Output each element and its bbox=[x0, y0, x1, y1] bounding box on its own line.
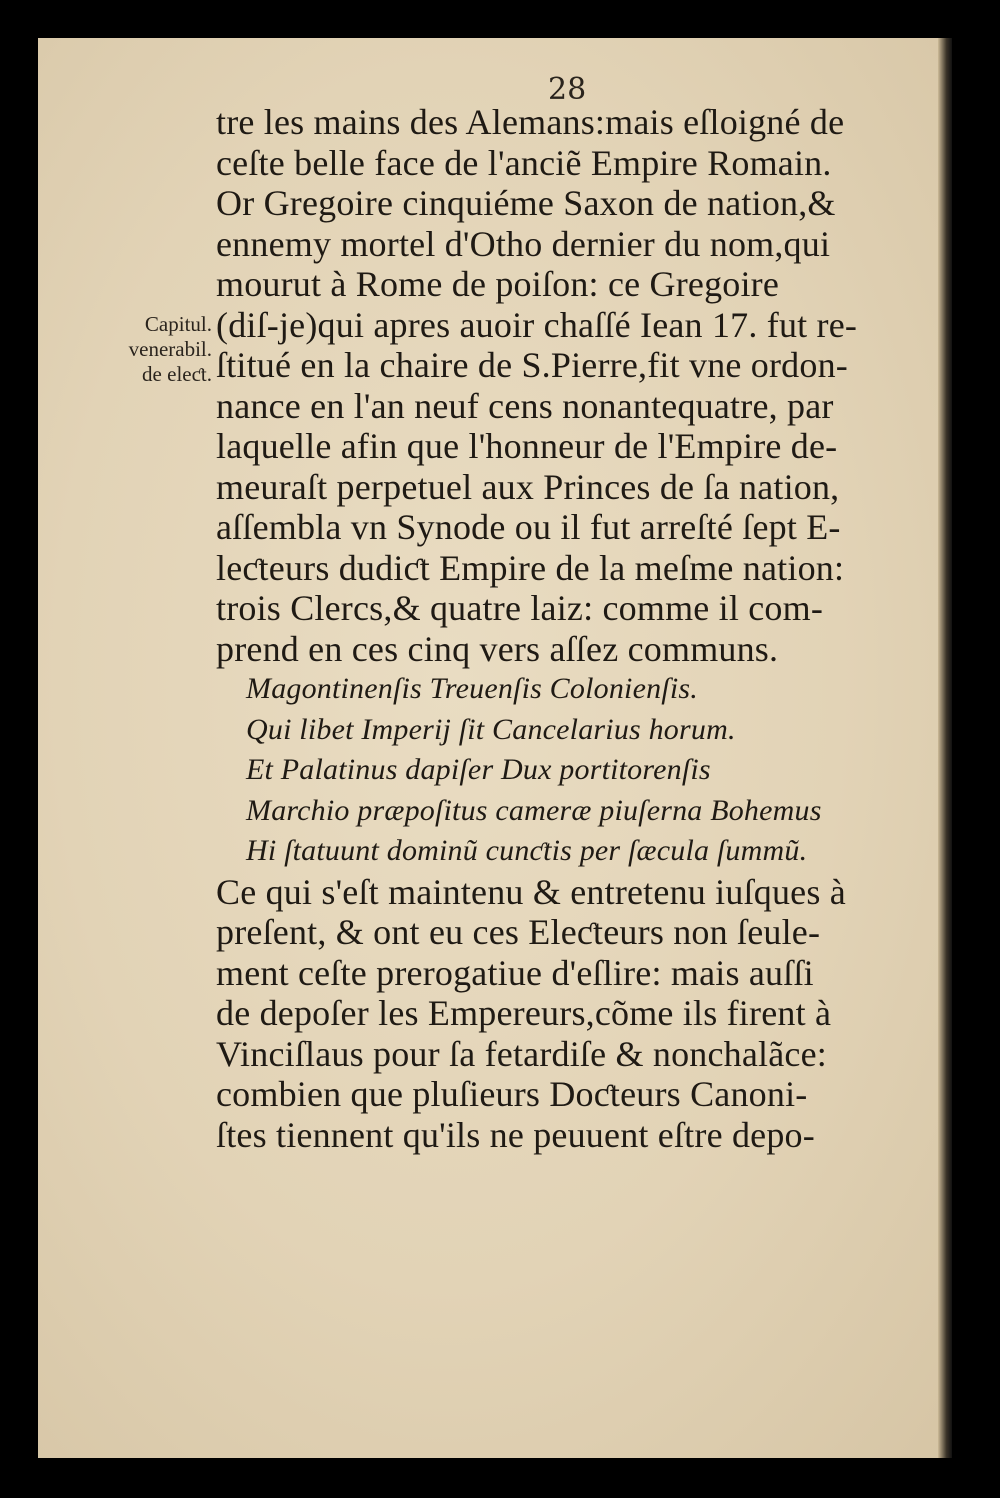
text-line: preſent, & ont eu ces Eleƈteurs non ſeule- bbox=[216, 912, 821, 952]
verse-line: Marchio præpoſitus cameræ piuſerna Bohemus bbox=[246, 793, 822, 827]
text-line: Vinciſlaus pour ſa fetardiſe & nonchalãce: bbox=[216, 1033, 827, 1074]
text-line: Or Gregoire cinquiéme Saxon de nation,& bbox=[216, 183, 836, 223]
page-number: 28 bbox=[548, 72, 587, 107]
body-text bbox=[216, 102, 932, 1155]
text-line: aſſembla vn Synode ou il fut arreſté ſept E- bbox=[216, 507, 841, 547]
text-line: laquelle afin que l'honneur de l'Empire de- bbox=[216, 426, 838, 466]
marginal-note bbox=[72, 312, 212, 387]
verse-line: Qui libet Imperij ſit Cancelarius horum. bbox=[246, 712, 736, 746]
text-line: tre les mains des Alemans:mais eſloigné de bbox=[216, 102, 845, 142]
verse-line: Et Palatinus dapiſer Dux portitorenſis bbox=[246, 753, 711, 786]
text-line: nance en l'an neuf cens nonantequatre, par bbox=[216, 385, 834, 426]
text-line: ceſte belle face de l'anciẽ Empire Romain. bbox=[216, 142, 832, 183]
text-line: prend en ces cinq vers aſſez communs. bbox=[216, 628, 779, 669]
text-line: de depoſer les Empereurs,cõme ils firent à bbox=[216, 993, 832, 1033]
text-line: (diſ-je)qui apres auoir chaſſé Iean 17. fut re- bbox=[216, 304, 858, 345]
text-line: leƈteurs dudiƈt Empire de la meſme nation: bbox=[216, 547, 845, 588]
text-line: trois Clercs,& quatre laiz: comme il com- bbox=[216, 588, 824, 628]
verse-line: Hi ſtatuunt dominũ cunƈtis per ſæcula ſummũ. bbox=[246, 834, 808, 867]
text-line: ennemy mortel d'Otho dernier du nom,qui bbox=[216, 223, 831, 264]
text-line: mourut à Rome de poiſon: ce Gregoire bbox=[216, 264, 780, 304]
text-line: ſtes tiennent qu'ils ne peuuent eſtre depo- bbox=[216, 1114, 815, 1155]
marginal-note-line: Capitul. bbox=[144, 312, 212, 336]
text-line: combien que pluſieurs Doƈteurs Canoni- bbox=[216, 1074, 808, 1114]
text-line: ment ceſte prerogatiue d'eſlire: mais auſſi bbox=[216, 952, 814, 993]
page-gutter-edge bbox=[938, 38, 952, 1458]
verse-line: Magontinenſis Treuenſis Colonienſis. bbox=[246, 672, 698, 705]
text-line: ſtitué en la chaire de S.Pierre,fit vne ordon- bbox=[216, 345, 848, 385]
text-line: Ce qui s'eſt maintenu & entretenu iuſques à bbox=[216, 871, 846, 912]
marginal-note-line: de eleƈt. bbox=[142, 362, 212, 386]
marginal-note-line: venerabil. bbox=[128, 337, 212, 361]
text-line: meuraſt perpetuel aux Princes de ſa nation, bbox=[216, 466, 840, 507]
